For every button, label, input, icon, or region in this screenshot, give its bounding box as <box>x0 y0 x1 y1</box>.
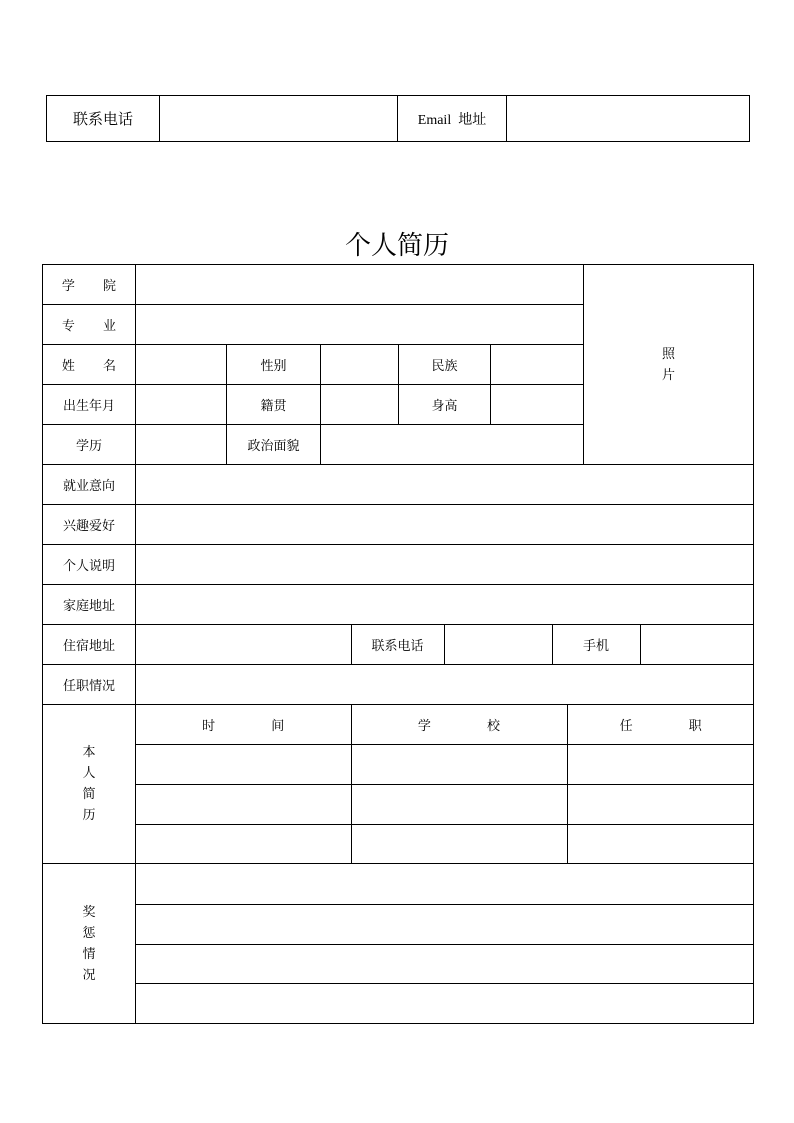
history-row <box>136 744 754 784</box>
history-grid <box>136 705 754 863</box>
personal-statement-field[interactable] <box>136 545 754 585</box>
personal-statement-row <box>43 545 754 585</box>
dorm-address-row <box>43 625 754 665</box>
hobbies-label: 兴趣爱好 <box>43 505 136 545</box>
dorm-address-group <box>136 625 754 665</box>
political-status-label: 政治面貌 <box>227 425 321 465</box>
history-position-field[interactable] <box>567 784 754 824</box>
history-header-school: 学 校 <box>351 705 567 744</box>
page-title: 个人简历 <box>344 231 449 261</box>
gender-field[interactable] <box>321 345 399 385</box>
political-status-field[interactable] <box>321 425 584 465</box>
history-header-position: 任 职 <box>567 705 754 744</box>
history-header-time: 时 间 <box>136 705 351 744</box>
history-label-char: 简 <box>82 787 96 802</box>
home-address-label: 家庭地址 <box>43 585 136 625</box>
awards-row <box>136 864 753 904</box>
positions-row <box>43 665 754 705</box>
resume-table <box>42 264 754 1024</box>
awards-grid-cell <box>136 864 754 1024</box>
education-field[interactable] <box>136 425 227 465</box>
job-intention-row <box>43 465 754 505</box>
history-time-field[interactable] <box>136 744 351 784</box>
native-place-field[interactable] <box>321 385 399 425</box>
contact-phone-field[interactable] <box>444 625 552 664</box>
education-label: 学历 <box>43 425 136 465</box>
photo-cell <box>584 265 754 465</box>
history-row <box>136 824 754 863</box>
history-school-field[interactable] <box>351 744 567 784</box>
history-label-char: 本 <box>82 745 96 760</box>
email-label: Email 地址 <box>398 96 507 142</box>
history-label <box>82 742 95 826</box>
awards-label <box>82 902 95 986</box>
photo-label-char: 照 <box>662 346 676 362</box>
name-label: 姓 名 <box>43 345 136 385</box>
history-time-field[interactable] <box>136 784 351 824</box>
awards-label-cell <box>43 864 136 1024</box>
height-label: 身高 <box>399 385 491 425</box>
contact-table <box>46 95 750 142</box>
awards-row <box>136 983 753 1023</box>
positions-label: 任职情况 <box>43 665 136 705</box>
height-field[interactable] <box>491 385 584 425</box>
awards-label-char: 况 <box>82 967 96 983</box>
awards-field[interactable] <box>136 983 753 1023</box>
history-school-field[interactable] <box>351 784 567 824</box>
dorm-address-field[interactable] <box>136 625 351 664</box>
history-grid-cell <box>136 705 754 864</box>
awards-label-char: 惩 <box>82 925 96 941</box>
history-position-field[interactable] <box>567 744 754 784</box>
history-school-field[interactable] <box>351 824 567 863</box>
job-intention-label: 就业意向 <box>43 465 136 505</box>
job-intention-field[interactable] <box>136 465 754 505</box>
email-field[interactable] <box>507 96 750 142</box>
awards-grid <box>136 864 753 1023</box>
awards-label-char: 情 <box>82 946 96 962</box>
name-field[interactable] <box>136 345 227 385</box>
history-row <box>136 784 754 824</box>
history-time-field[interactable] <box>136 824 351 863</box>
awards-field[interactable] <box>136 904 753 944</box>
history-label-char: 人 <box>82 766 96 781</box>
home-address-row <box>43 585 754 625</box>
history-section <box>43 705 754 864</box>
hobbies-row <box>43 505 754 545</box>
history-header-row <box>136 705 754 744</box>
native-place-label: 籍贯 <box>227 385 321 425</box>
birth-field[interactable] <box>136 385 227 425</box>
major-label: 专 业 <box>43 305 136 345</box>
college-label: 学 院 <box>43 265 136 305</box>
photo-label <box>662 344 675 386</box>
major-field[interactable] <box>136 305 584 345</box>
phone-field[interactable] <box>160 96 398 142</box>
dorm-address-label: 住宿地址 <box>43 625 136 665</box>
phone-label: 联系电话 <box>47 96 160 142</box>
awards-label-char: 奖 <box>82 904 96 920</box>
college-row <box>43 265 754 305</box>
ethnicity-field[interactable] <box>491 345 584 385</box>
history-label-char: 历 <box>82 808 96 823</box>
hobbies-field[interactable] <box>136 505 754 545</box>
contact-phone-label: 联系电话 <box>351 625 444 664</box>
awards-section <box>43 864 754 1024</box>
personal-statement-label: 个人说明 <box>43 545 136 585</box>
awards-row <box>136 944 753 983</box>
college-field[interactable] <box>136 265 584 305</box>
birth-label: 出生年月 <box>43 385 136 425</box>
mobile-field[interactable] <box>640 625 754 664</box>
gender-label: 性别 <box>227 345 321 385</box>
awards-field[interactable] <box>136 864 753 904</box>
history-position-field[interactable] <box>567 824 754 863</box>
mobile-label: 手机 <box>552 625 640 664</box>
contact-row <box>47 96 750 142</box>
awards-row <box>136 904 753 944</box>
ethnicity-label: 民族 <box>399 345 491 385</box>
home-address-field[interactable] <box>136 585 754 625</box>
dorm-address-subtable <box>136 625 754 664</box>
history-label-cell <box>43 705 136 864</box>
positions-field[interactable] <box>136 665 754 705</box>
awards-field[interactable] <box>136 944 753 983</box>
photo-label-char: 片 <box>662 367 676 383</box>
dorm-address-subrow <box>136 625 754 664</box>
